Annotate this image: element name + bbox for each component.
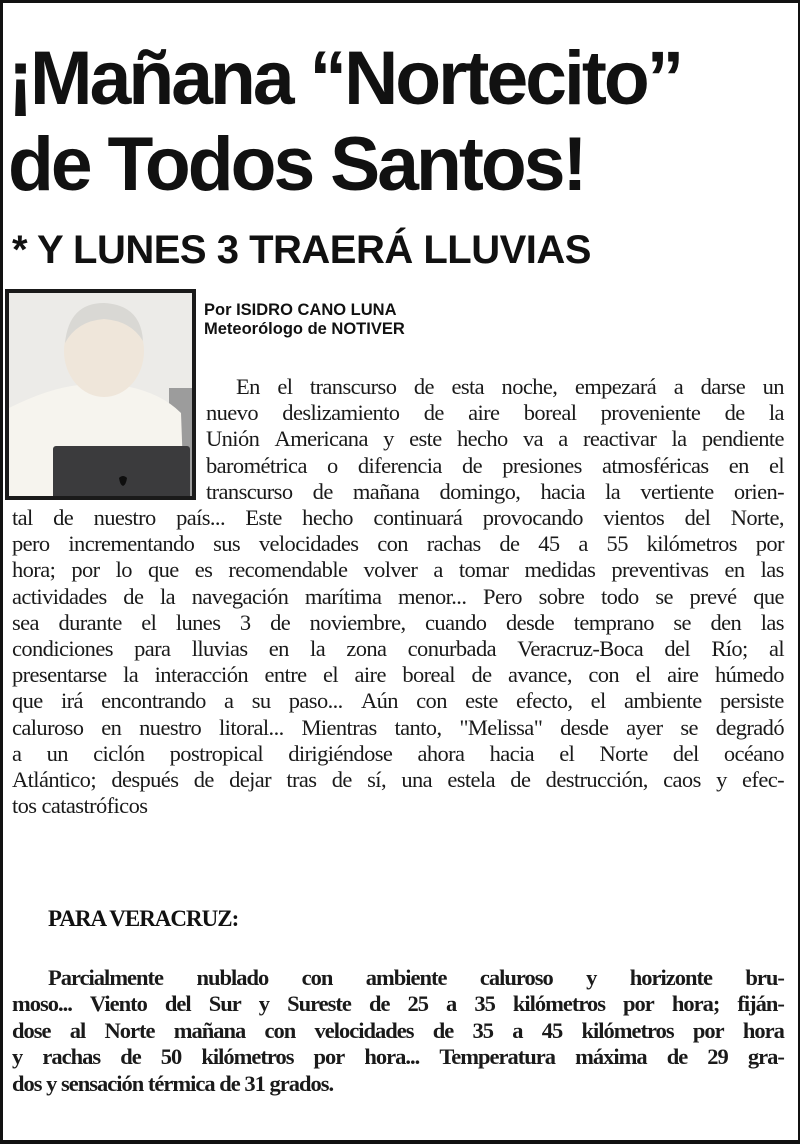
forecast-line: moso... Viento del Sur y Sureste de 25 a 35 kilómetros por hora; fiján- bbox=[12, 991, 784, 1017]
body-line: sea durante el lunes 3 de noviembre, cuando desde temprano se den las bbox=[12, 609, 784, 635]
body-line: tal de nuestro país... Este hecho continuará provocando vientos del Norte, bbox=[12, 505, 784, 530]
body-line: tos catastróficos bbox=[12, 793, 148, 819]
body-line: pero incrementando sus velocidades con rachas de 45 a 55 kilómetros por bbox=[12, 531, 784, 557]
body-line: caluroso en nuestro litoral... Mientras tanto, "Melissa" desde ayer se degradó bbox=[12, 714, 784, 740]
body-line: que irá encontrando a su paso... Aún con este efecto, el ambiente persiste bbox=[12, 688, 784, 714]
body-line: condiciones para lluvias en la zona conurbada Veracruz-Boca del Río; al bbox=[12, 636, 784, 662]
body-line: nuevo deslizamiento de aire boreal proveniente de la bbox=[206, 400, 784, 426]
author-photo bbox=[5, 289, 196, 500]
body-line: Unión Americana y este hecho va a reactivar la pendiente bbox=[206, 426, 784, 452]
body-line: transcurso de mañana domingo, hacia la vertiente orien- bbox=[206, 478, 784, 504]
forecast-body bbox=[12, 965, 784, 1097]
headline-line: ¡Mañana “Nortecito” bbox=[8, 36, 682, 121]
article-body bbox=[12, 505, 784, 819]
body-line: a un ciclón postropical dirigiéndose ahora hacia el Norte del océano bbox=[12, 740, 784, 766]
forecast-line: y rachas de 50 kilómetros por hora... Temperatura máxima de 29 gra- bbox=[12, 1044, 784, 1070]
byline-role: Meteorólogo de NOTIVER bbox=[204, 320, 405, 338]
body-line: hora; por lo que es recomendable volver a tomar medidas preventivas en las bbox=[12, 557, 784, 583]
subheadline: * Y LUNES 3 TRAERÁ LLUVIAS bbox=[12, 228, 591, 272]
forecast-title: PARA VERACRUZ: bbox=[48, 906, 239, 931]
forecast-line: dos y sensación térmica de 31 grados. bbox=[12, 1070, 334, 1096]
forecast-line: dose al Norte mañana con velocidades de 35 a 45 kilómetros por hora bbox=[12, 1017, 784, 1043]
author-photo-image bbox=[9, 293, 192, 496]
headline bbox=[8, 36, 798, 208]
article-body-wrapped bbox=[206, 374, 784, 505]
body-line: En el transcurso de esta noche, empezará a darse un bbox=[236, 374, 784, 399]
byline bbox=[204, 301, 405, 339]
body-line: presentarse la interacción entre el aire boreal de avance, con el aire húmedo bbox=[12, 662, 784, 688]
forecast-line: Parcialmente nublado con ambiente caluroso y horizonte bru- bbox=[48, 965, 784, 990]
body-line: actividades de la navegación marítima menor... Pero sobre todo se prevé que bbox=[12, 583, 784, 609]
body-line: barométrica o diferencia de presiones atmosféricas en el bbox=[206, 452, 784, 478]
byline-author: Por ISIDRO CANO LUNA bbox=[204, 301, 397, 319]
body-line: Atlántico; después de dejar tras de sí, una estela de destrucción, caos y efec- bbox=[12, 767, 784, 793]
headline-line: de Todos Santos! bbox=[8, 122, 585, 207]
